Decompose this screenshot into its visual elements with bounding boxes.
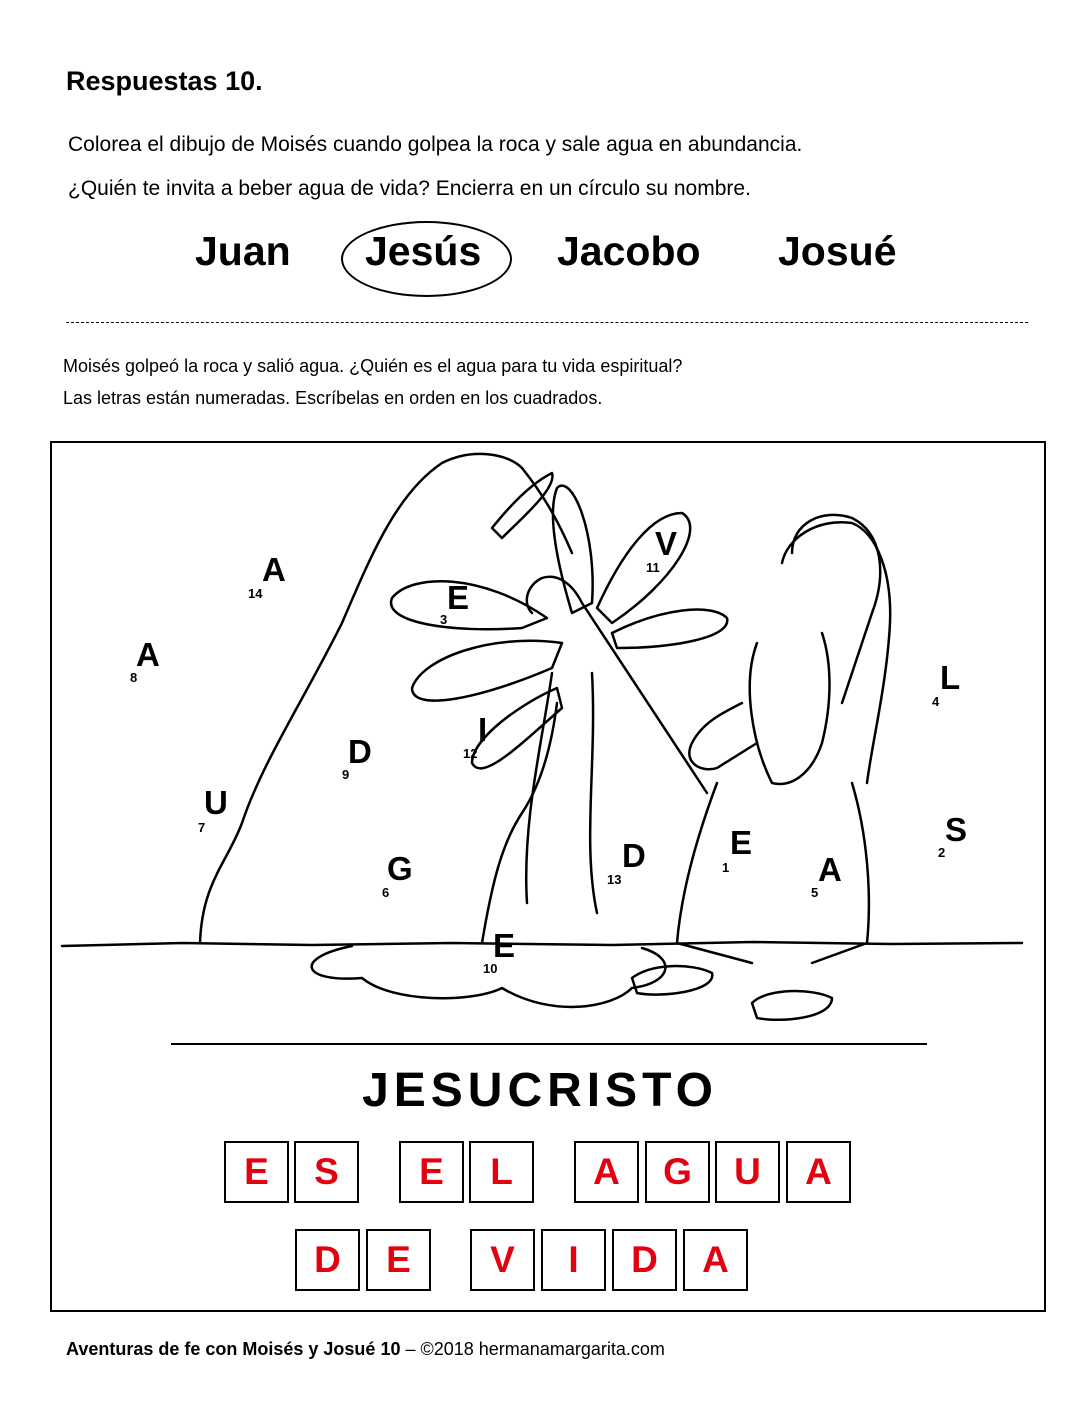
answer-box[interactable]: E <box>224 1141 289 1203</box>
answer-box[interactable]: D <box>612 1229 677 1291</box>
dashed-divider <box>66 322 1028 323</box>
picture-letter: D <box>348 733 372 770</box>
picture-letter: E <box>447 579 470 616</box>
letter-number: 12 <box>463 746 478 761</box>
instruction2-line-2: Las letras están numeradas. Escríbelas en orden en los cuadrados. <box>63 388 603 408</box>
name-option-jacobo[interactable]: Jacobo <box>557 228 701 274</box>
answer-box[interactable]: V <box>470 1229 535 1291</box>
picture-letter: S <box>945 811 968 848</box>
picture-letter: L <box>940 659 961 696</box>
letter-number: 14 <box>248 586 263 601</box>
water-splash-3 <box>553 486 593 613</box>
answer-box[interactable]: U <box>715 1141 780 1203</box>
instruction2-line-1: Moisés golpeó la roca y salió agua. ¿Quién es el agua para tu vida espiritual? <box>63 356 683 376</box>
picture-letter: V <box>655 525 678 562</box>
answer-box[interactable]: A <box>786 1141 851 1203</box>
answer-underline <box>171 1043 927 1045</box>
picture-letter: U <box>204 784 228 821</box>
answer-box[interactable]: E <box>399 1141 464 1203</box>
moses-headcloth <box>782 522 890 783</box>
answer-box[interactable]: I <box>541 1229 606 1291</box>
rock <box>200 454 572 943</box>
picture-letter: E <box>730 824 753 861</box>
answer-box[interactable]: A <box>574 1141 639 1203</box>
answer-box[interactable]: L <box>469 1141 534 1203</box>
footer-title: Aventuras de fe con Moisés y Josué 10 <box>66 1339 401 1359</box>
water-splash-5 <box>612 610 727 648</box>
letter-number: 13 <box>607 872 622 887</box>
letter-number: 9 <box>342 767 350 782</box>
answer-box[interactable]: E <box>366 1229 431 1291</box>
answer-box[interactable]: D <box>295 1229 360 1291</box>
water-puddle <box>312 946 666 1007</box>
moses-striking-rock-illustration[interactable] <box>52 443 1044 1043</box>
name-option-jesus[interactable]: Jesús <box>365 228 482 274</box>
name-option-josue[interactable]: Josué <box>778 228 897 274</box>
answer-word: JESUCRISTO <box>362 1064 718 1117</box>
moses-left-sandal <box>632 966 712 995</box>
answer-box[interactable]: S <box>294 1141 359 1203</box>
footer-copyright: – ©2018 hermanamargarita.com <box>400 1339 665 1359</box>
letter-number: 8 <box>130 670 138 685</box>
answer-box[interactable]: G <box>645 1141 710 1203</box>
page-title: Respuestas 10. <box>66 66 263 96</box>
picture-letter: D <box>622 837 646 874</box>
water-splash-1 <box>391 581 547 629</box>
picture-letter: A <box>818 851 842 888</box>
letter-number: 5 <box>811 885 819 900</box>
moses-right-sandal <box>752 991 832 1020</box>
ground-line <box>62 942 1022 946</box>
name-option-juan[interactable]: Juan <box>195 228 291 274</box>
letter-number: 6 <box>382 885 390 900</box>
letter-number: 11 <box>646 560 660 575</box>
picture-letter: I <box>478 711 488 748</box>
instruction-line-1: Colorea el dibujo de Moisés cuando golpea la roca y sale agua en abundancia. <box>68 133 803 156</box>
picture-letter: E <box>493 927 516 964</box>
moses-beard <box>750 633 830 784</box>
letter-number: 4 <box>932 694 940 709</box>
water-splash-2 <box>412 641 562 701</box>
letter-number: 3 <box>440 612 448 627</box>
letter-number: 10 <box>483 961 498 976</box>
moses-arm <box>689 703 757 769</box>
instruction-line-2: ¿Quién te invita a beber agua de vida? Encierra en un círculo su nombre. <box>68 177 751 200</box>
picture-letter: A <box>262 551 286 588</box>
letter-number: 1 <box>722 860 730 875</box>
letter-number: 7 <box>198 820 206 835</box>
water-splash-7 <box>492 473 552 538</box>
answer-box[interactable]: A <box>683 1229 748 1291</box>
footer <box>66 1339 665 1360</box>
picture-letter: A <box>136 636 160 673</box>
moses-head <box>792 515 880 703</box>
letter-number: 2 <box>938 845 946 860</box>
moses-staff <box>527 577 707 793</box>
picture-letter: G <box>387 850 413 887</box>
